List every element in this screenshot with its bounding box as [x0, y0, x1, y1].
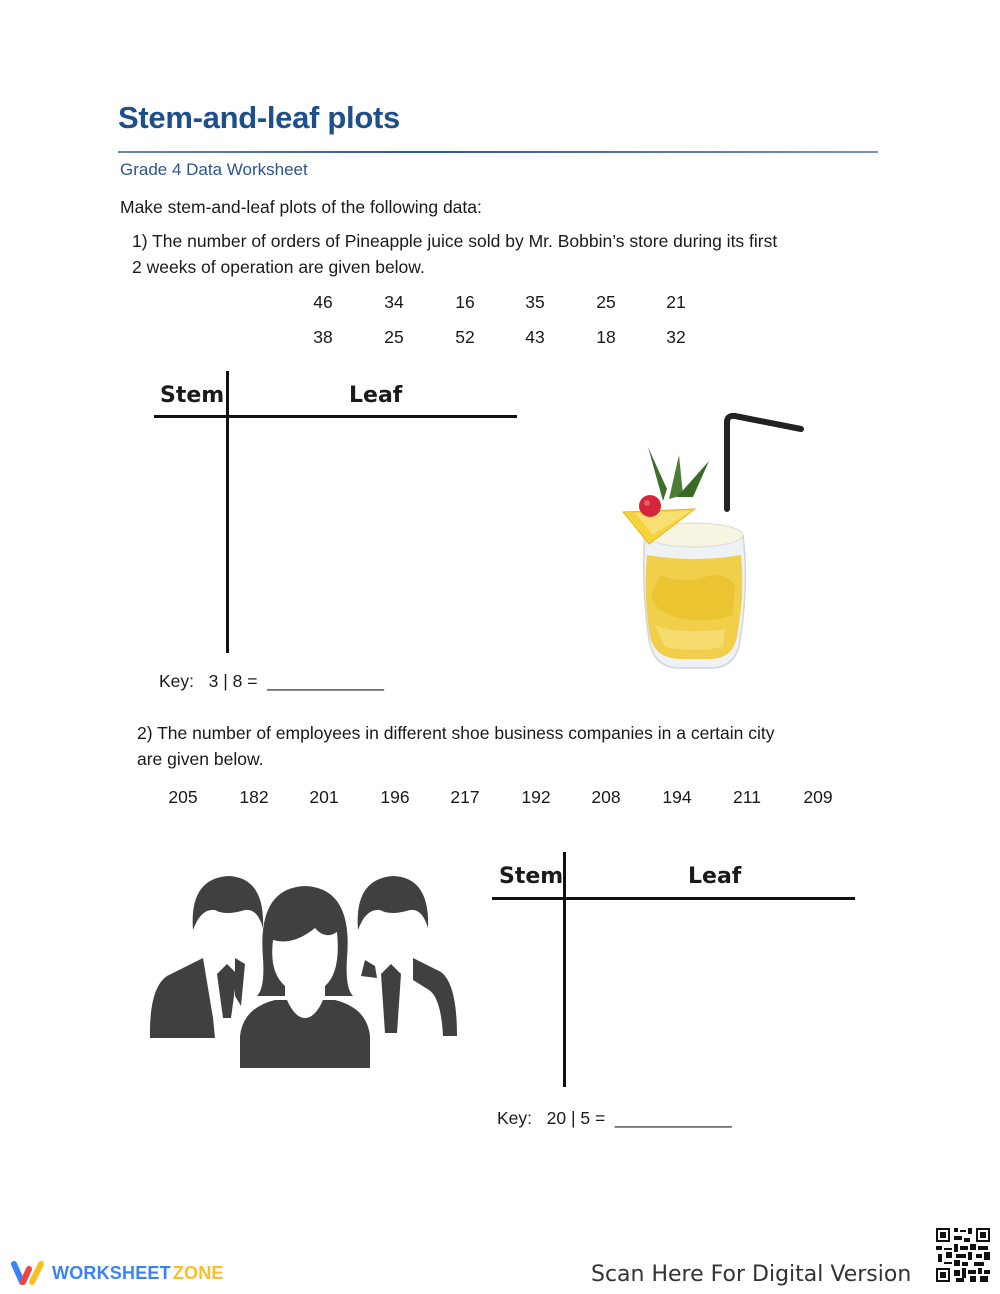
- question-2-line2: are given below.: [137, 749, 264, 769]
- key-answer-blank[interactable]: ____________: [614, 1108, 732, 1128]
- data-value: 25: [596, 292, 616, 312]
- question-1-line1: 1) The number of orders of Pineapple juice sold by Mr. Bobbin’s store during its first: [132, 231, 778, 251]
- stem-answer-area[interactable]: [154, 418, 224, 652]
- data-value: 201: [309, 787, 339, 807]
- data-value: 34: [384, 292, 404, 312]
- employees-image: [145, 868, 465, 1068]
- data-value: 16: [455, 292, 475, 312]
- stem-header: Stem: [499, 864, 564, 889]
- question-2-line1: 2) The number of employees in different shoe business companies in a certain city: [137, 723, 775, 743]
- page-title: Stem-and-leaf plots: [118, 100, 400, 135]
- data-value: 35: [525, 292, 545, 312]
- data-value: 205: [168, 787, 198, 807]
- title-divider: [118, 151, 878, 153]
- data-value: 217: [450, 787, 480, 807]
- data-value: 211: [733, 787, 761, 807]
- employees-group-icon: [145, 868, 465, 1068]
- pineapple-juice-image: [605, 385, 820, 685]
- data-value: 208: [591, 787, 621, 807]
- key-label: Key:: [159, 671, 195, 691]
- qr-code-icon: [934, 1226, 992, 1284]
- stem-answer-area[interactable]: [492, 900, 562, 1086]
- page-subtitle: Grade 4 Data Worksheet: [120, 160, 308, 179]
- brand-zone: ZONE: [172, 1262, 224, 1283]
- qr-code[interactable]: [934, 1226, 994, 1284]
- stem-header: Stem: [160, 383, 225, 408]
- question-1-key: [159, 671, 384, 692]
- key-expression: 20 | 5 =: [546, 1108, 606, 1128]
- data-value: 192: [521, 787, 551, 807]
- data-value: 25: [384, 327, 404, 347]
- pineapple-juice-icon: [605, 385, 820, 685]
- data-value: 182: [239, 787, 269, 807]
- data-value: 52: [455, 327, 475, 347]
- data-value: 18: [596, 327, 616, 347]
- worksheetzone-logo-icon: [10, 1260, 46, 1286]
- data-value: 43: [525, 327, 545, 347]
- scan-here-text: Scan Here For Digital Version: [591, 1262, 912, 1287]
- question-2-text: [137, 720, 877, 772]
- data-value: 209: [803, 787, 833, 807]
- question-1-line2: 2 weeks of operation are given below.: [132, 257, 425, 277]
- key-expression: 3 | 8 =: [208, 671, 258, 691]
- question-2-key: [497, 1108, 732, 1129]
- key-answer-blank[interactable]: ____________: [267, 671, 384, 691]
- data-value: 38: [313, 327, 333, 347]
- worksheetzone-logo[interactable]: [10, 1258, 224, 1288]
- leaf-answer-area[interactable]: [566, 900, 854, 1086]
- instructions: Make stem-and-leaf plots of the following data:: [120, 197, 482, 217]
- question-1-text: [132, 228, 872, 280]
- leaf-header: Leaf: [349, 383, 403, 408]
- data-value: 194: [662, 787, 692, 807]
- data-value: 21: [666, 292, 686, 312]
- data-value: 32: [666, 327, 686, 347]
- leaf-answer-area[interactable]: [228, 418, 516, 652]
- brand-worksheet: WORKSHEET: [52, 1262, 171, 1283]
- key-label: Key:: [497, 1108, 533, 1128]
- data-value: 196: [380, 787, 410, 807]
- data-value: 46: [313, 292, 333, 312]
- leaf-header: Leaf: [688, 864, 742, 889]
